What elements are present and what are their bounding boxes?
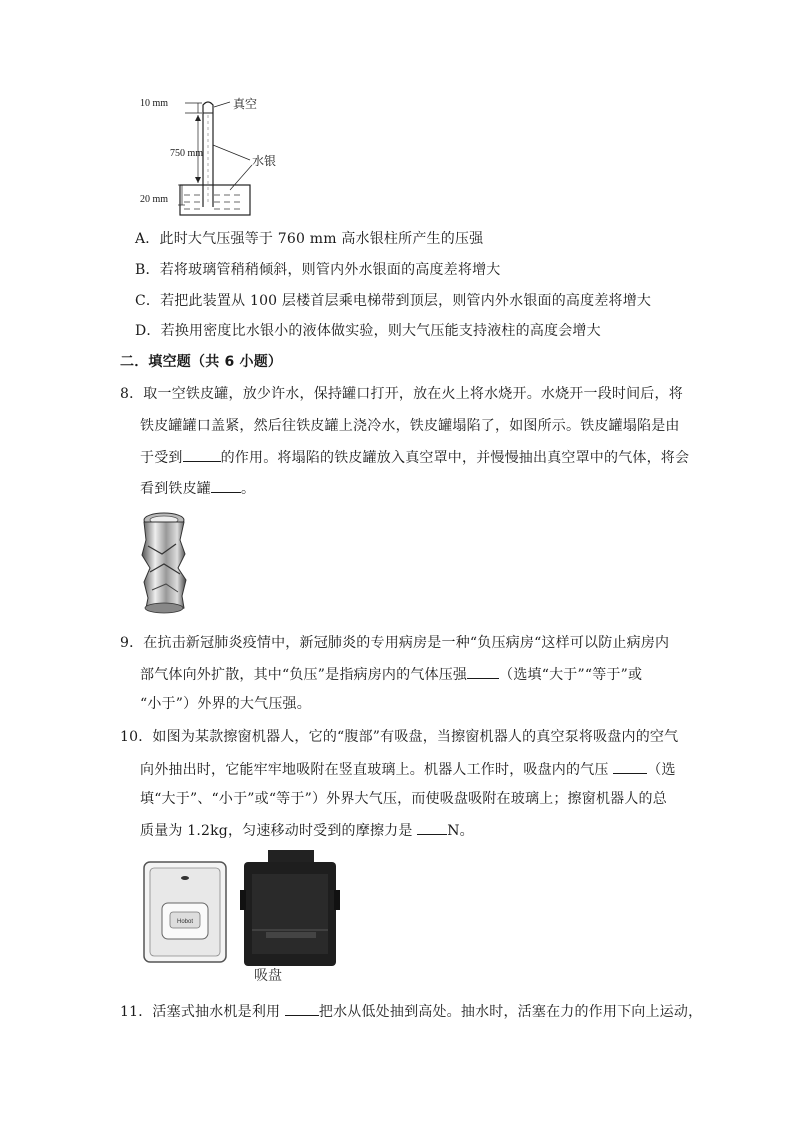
label-mercury: 水银 (252, 154, 277, 168)
q10-line2-end: （选 (647, 762, 676, 778)
q9-line1: 9．在抗击新冠肺炎疫情中，新冠肺炎的专用病房是一种“负压病房“这样可以防止病房内 (120, 635, 670, 651)
answer-blank[interactable] (417, 820, 447, 835)
answer-blank[interactable] (467, 664, 499, 679)
section-heading: 二．填空题（共 6 小题） (120, 354, 283, 370)
answer-blank[interactable] (613, 759, 647, 774)
q9-line2-start: 部气体向外扩散，其中“负压”是指病房内的气体压强 (140, 667, 468, 683)
label-10mm: 10 mm (140, 98, 169, 109)
q11-line1-end: 把水从低处抽到高处。抽水时，活塞在力的作用下向上运动， (318, 1004, 703, 1020)
q8-line3-start: 于受到 (140, 450, 183, 466)
answer-blank[interactable] (183, 447, 221, 462)
label-vacuum: 真空 (233, 97, 258, 111)
answer-blank[interactable] (285, 1001, 319, 1016)
q11-line1 (120, 1001, 702, 1022)
q9-line2-end: （选填“大于”“等于”或 (499, 667, 643, 683)
q10-line3: 填“大于”、“小于”或“等于”）外界大气压，而使吸盘吸附在玻璃上；擦窗机器人的总 (140, 791, 667, 807)
q9-line2 (140, 664, 642, 685)
q10-line4 (140, 820, 474, 841)
q8-line3 (140, 447, 689, 468)
label-20mm: 20 mm (140, 194, 169, 205)
q9-line3: “小于”）外界的大气压强。 (140, 696, 311, 712)
q8-line4-end: 。 (241, 481, 256, 497)
window-robot-back-image (240, 850, 340, 970)
option-a: A．此时大气压强等于 760 mm 高水银柱所产生的压强 (135, 231, 484, 247)
window-robot-front-image (140, 858, 230, 968)
svg-text:Hobot: Hobot (176, 919, 194, 925)
suction-cup-caption: 吸盘 (254, 968, 282, 984)
crushed-can-image (138, 510, 190, 618)
q8-line4 (140, 478, 255, 499)
q8-line2: 铁皮罐罐口盖紧，然后往铁皮罐上浇冷水，铁皮罐塌陷了，如图所示。铁皮罐塌陷是由 (140, 418, 680, 434)
q8-line1: 8．取一空铁皮罐，放少许水，保持罐口打开，放在火上将水烧开。水烧开一段时间后，将 (120, 386, 683, 402)
q10-line2 (140, 759, 676, 780)
answer-blank[interactable] (211, 478, 241, 493)
q8-line3-end: 的作用。将塌陷的铁皮罐放入真空罩中，并慢慢抽出真空罩中的气体，将会 (220, 450, 690, 466)
option-c: C．若把此装置从 100 层楼首层乘电梯带到顶层，则管内外水银面的高度差将增大 (135, 293, 652, 309)
label-750mm: 750 mm (170, 148, 204, 159)
option-b: B．若将玻璃管稍稍倾斜，则管内外水银面的高度差将增大 (135, 262, 501, 278)
q10-line1: 10．如图为某款擦窗机器人，它的“腹部”有吸盘，当擦窗机器人的真空泵将吸盘内的空气 (120, 729, 679, 745)
q10-line4-end: N。 (447, 823, 474, 839)
q10-line4-start: 质量为 1.2kg，匀速移动时受到的摩擦力是 (140, 823, 413, 839)
q10-line2-start: 向外抽出时，它能牢牢地吸附在竖直玻璃上。机器人工作时，吸盘内的气压 (140, 762, 609, 778)
q8-line4-start: 看到铁皮罐 (140, 481, 211, 497)
q11-line1-start: 11．活塞式抽水机是利用 (120, 1004, 281, 1020)
option-d: D．若换用密度比水银小的液体做实验，则大气压能支持液柱的高度会增大 (135, 323, 601, 339)
